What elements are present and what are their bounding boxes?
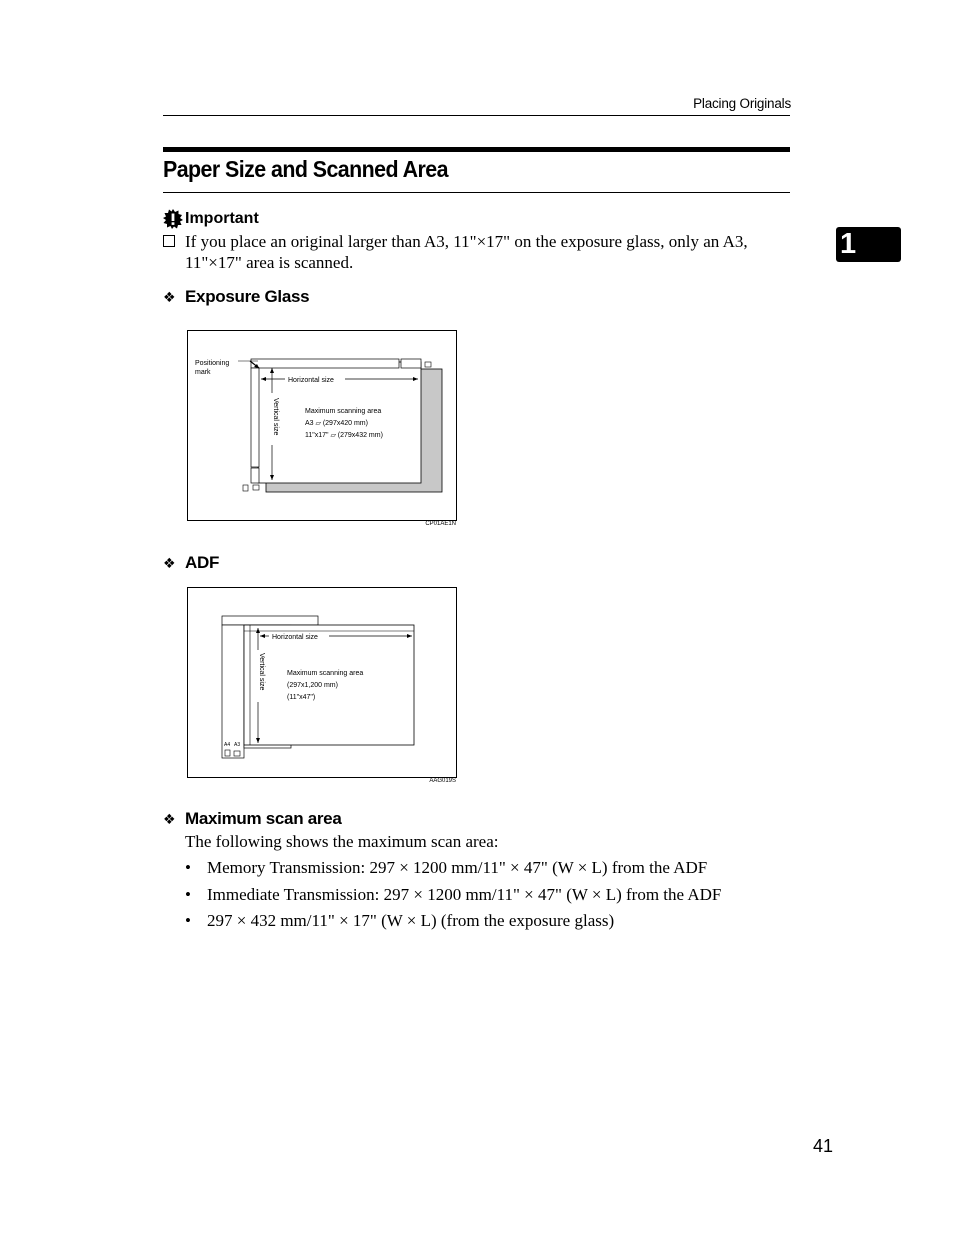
diamond-bullet-icon: ❖ [163,810,176,827]
page-number: 41 [813,1136,834,1156]
bullet-icon: • [185,858,191,877]
bullet-icon: • [185,885,191,904]
adf-horizontal-size-label: Horizontal size [272,634,318,641]
exposure-glass-diagram [188,331,456,520]
chapter-tab: 1 [836,227,901,262]
max-area-label: Maximum scanning area [305,408,382,415]
page-title: Paper Size and Scanned Area [163,156,448,182]
list-item-text: Memory Transmission: 297 × 1200 mm/11" × 47" (W × L) from the ADF [207,858,708,877]
max-scan-intro: The following shows the maximum scan area: [185,832,499,851]
adf-vertical-size-label: Vertical size [258,653,265,691]
exposure-glass-heading-text: Exposure Glass [185,287,310,306]
important-icon [163,209,183,229]
a3-label: A3 [234,742,241,748]
running-header: Placing Originals [693,96,791,111]
adf-size-mm-label: (297x1,200 mm) [287,682,338,689]
figure-code-2: AAG019S [429,778,456,784]
horizontal-size-label: Horizontal size [288,377,334,384]
max-scan-heading-text: Maximum scan area [185,809,342,828]
bullet-icon: • [185,911,191,930]
vertical-size-label: Vertical size [272,398,279,436]
diamond-bullet-icon: ❖ [163,554,176,571]
figure-code-1: CP01AE1N [425,521,456,527]
important-heading [163,209,259,229]
important-note-text: If you place an original larger than A3, 11"×17" on the exposure glass, only an A3, 11"×17" area is scanned. [185,232,748,272]
max-scan-heading [163,809,341,829]
list-item-text: 297 × 432 mm/11" × 17" (W × L) (from the exposure glass) [207,911,615,930]
title-rule [163,192,790,193]
adf-diagram [188,588,456,777]
tabloid-size-label: 11"x17" ▱ (279x432 mm) [305,432,383,439]
list-item-text: Immediate Transmission: 297 × 1200 mm/11" × 47" (W × L) from the ADF [207,885,722,904]
a3-size-label: A3 ▱ (297x420 mm) [305,420,368,427]
important-label: Important [185,210,259,227]
adf-size-in-label: (11"x47") [287,694,316,701]
important-note [163,231,790,273]
adf-heading-text: ADF [185,553,220,572]
exposure-glass-heading [163,287,309,307]
adf-max-area-label: Maximum scanning area [287,670,364,677]
list-item [185,885,721,905]
checkbox-icon [163,235,175,247]
list-item [185,858,707,878]
diamond-bullet-icon: ❖ [163,288,176,305]
positioning-mark-label-1: Positioning [195,360,230,367]
header-rule [163,115,790,116]
adf-heading [163,553,219,573]
list-item [185,911,614,931]
positioning-mark-label-2: mark [195,369,211,376]
title-bar [163,147,790,152]
exposure-glass-figure [187,330,457,521]
a4-label: A4 [224,742,231,748]
adf-figure [187,587,457,778]
